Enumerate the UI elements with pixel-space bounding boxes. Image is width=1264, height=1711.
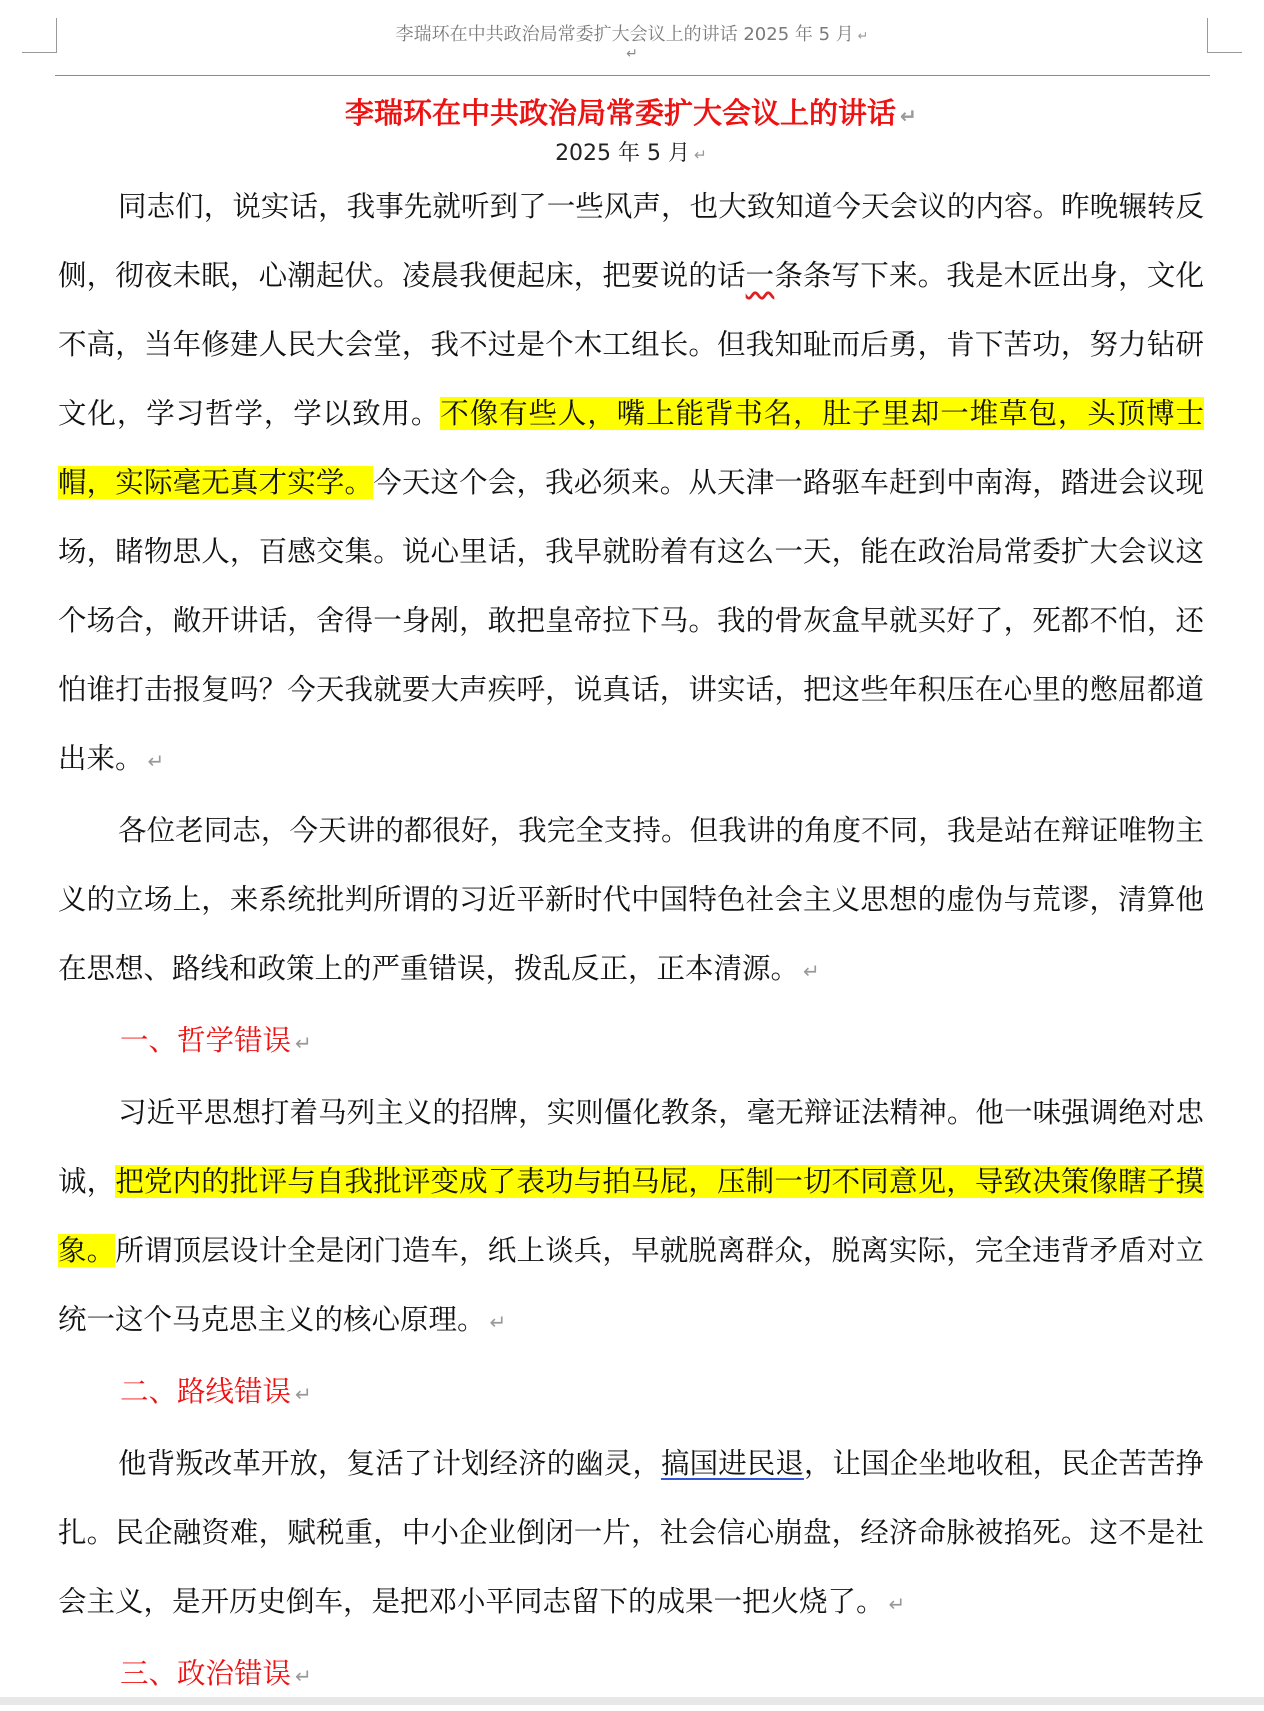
paragraph-text: 各位老同志，今天讲的都很好，我完全支持。但我讲的角度不同，我是站在辩证唯物主义的立场上，来系统批判所谓的习近平新时代中国特色社会主义思想的虚伪与荒谬，清算他在思想、路线和政策上的严重错误，拨乱反正，正本清源。 [58, 814, 1204, 985]
return-mark: ↵ [147, 749, 165, 773]
spellcheck-underline: 一 [745, 259, 775, 292]
paragraph-text: 今天这个会，我必须来。从天津一路驱车赶到中南海，踏进会议现场，睹物思人，百感交集。说心里话，我早就盼着有这么一天，能在政治局常委扩大会议这个场合，敞开讲话，舍得一身剐，敢把皇帝拉下马。我的骨灰盒早就买好了，死都不怕，还怕谁打击报复吗？今天我就要大声疾呼，说真话，讲实话，把这些年积压在心里的憋屈都道出来。 [58, 466, 1204, 775]
section-heading-2 [58, 1357, 1204, 1429]
document-date [58, 136, 1204, 172]
section-heading-1 [58, 1006, 1204, 1078]
paragraph-text: 习近平思想打着马列主义的招牌，实则僵化教条，毫无辩证法精神。他一味强调绝对忠诚， [58, 1096, 1204, 1198]
paragraph-text: 条条写下来。我是木匠出身，文化不高，当年修建人民大会堂，我不过是个木工组长。但我知耻而后勇，肯下苦功，努力钻研文化，学习哲学，学以致用。 [58, 259, 1204, 430]
return-mark: ↵ [888, 1592, 906, 1616]
return-mark: ↵ [857, 28, 869, 43]
document-date-text: 2025 年 5 月 [555, 141, 691, 166]
highlighted-text: 不像有些人，嘴上能背书名，肚子里却一堆草包，头顶博士帽，实际毫无真才实学。 [58, 397, 1204, 499]
grammar-underline: 搞国进民退 [661, 1447, 804, 1480]
return-mark: ↵ [295, 1664, 312, 1688]
paragraph-4 [58, 1429, 1204, 1639]
header-running-title: 李瑞环在中共政治局常委扩大会议上的讲话 2025 年 5 月 [395, 24, 854, 45]
document-body[interactable] [58, 84, 1204, 1711]
paragraph-3 [58, 1078, 1204, 1357]
heading-text: 二、路线错误 [120, 1375, 292, 1408]
return-mark: ↵ [295, 1382, 312, 1406]
paragraph-2 [58, 796, 1204, 1006]
return-mark: ↵ [295, 1031, 312, 1055]
return-mark: ↵ [803, 959, 820, 983]
document-title [58, 90, 1204, 136]
heading-text: 三、政治错误 [120, 1657, 292, 1690]
page-bottom-edge [0, 1697, 1264, 1705]
highlighted-text: 把党内的批评与自我批评变成了表功与拍马屁，压制一切不同意见，导致决策像瞎子摸象。 [58, 1165, 1204, 1267]
paragraph-1 [58, 172, 1204, 796]
paragraph-text: ，让国企坐地收租，民企苦苦挣扎。民企融资难，赋税重，中小企业倒闭一片，社会信心崩盘，经济命脉被掐死。这不是社会主义，是开历史倒车，是把邓小平同志留下的成果一把火烧了。 [58, 1447, 1204, 1618]
return-mark: ↵ [489, 1310, 507, 1334]
header-rule [55, 75, 1210, 76]
return-mark: ↵ [900, 104, 917, 128]
heading-text: 一、哲学错误 [120, 1024, 292, 1057]
return-mark: ↵ [694, 146, 707, 164]
paragraph-text: 他背叛改革开放，复活了计划经济的幽灵， [118, 1447, 662, 1480]
page-header [0, 20, 1264, 46]
return-mark: ↵ [626, 46, 638, 62]
header-empty-paragraph [0, 46, 1264, 62]
paragraph-text: 所谓顶层设计全是闭门造车，纸上谈兵，早就脱离群众，脱离实际，完全违背矛盾对立统一这个马克思主义的核心原理。 [58, 1234, 1204, 1336]
document-title-text: 李瑞环在中共政治局常委扩大会议上的讲话 [344, 96, 896, 130]
paragraph-text: 同志们，说实话，我事先就听到了一些风声，也大致知道今天会议的内容。昨晚辗转反侧，彻夜未眠，心潮起伏。凌晨我便起床，把要说的话 [58, 190, 1204, 292]
